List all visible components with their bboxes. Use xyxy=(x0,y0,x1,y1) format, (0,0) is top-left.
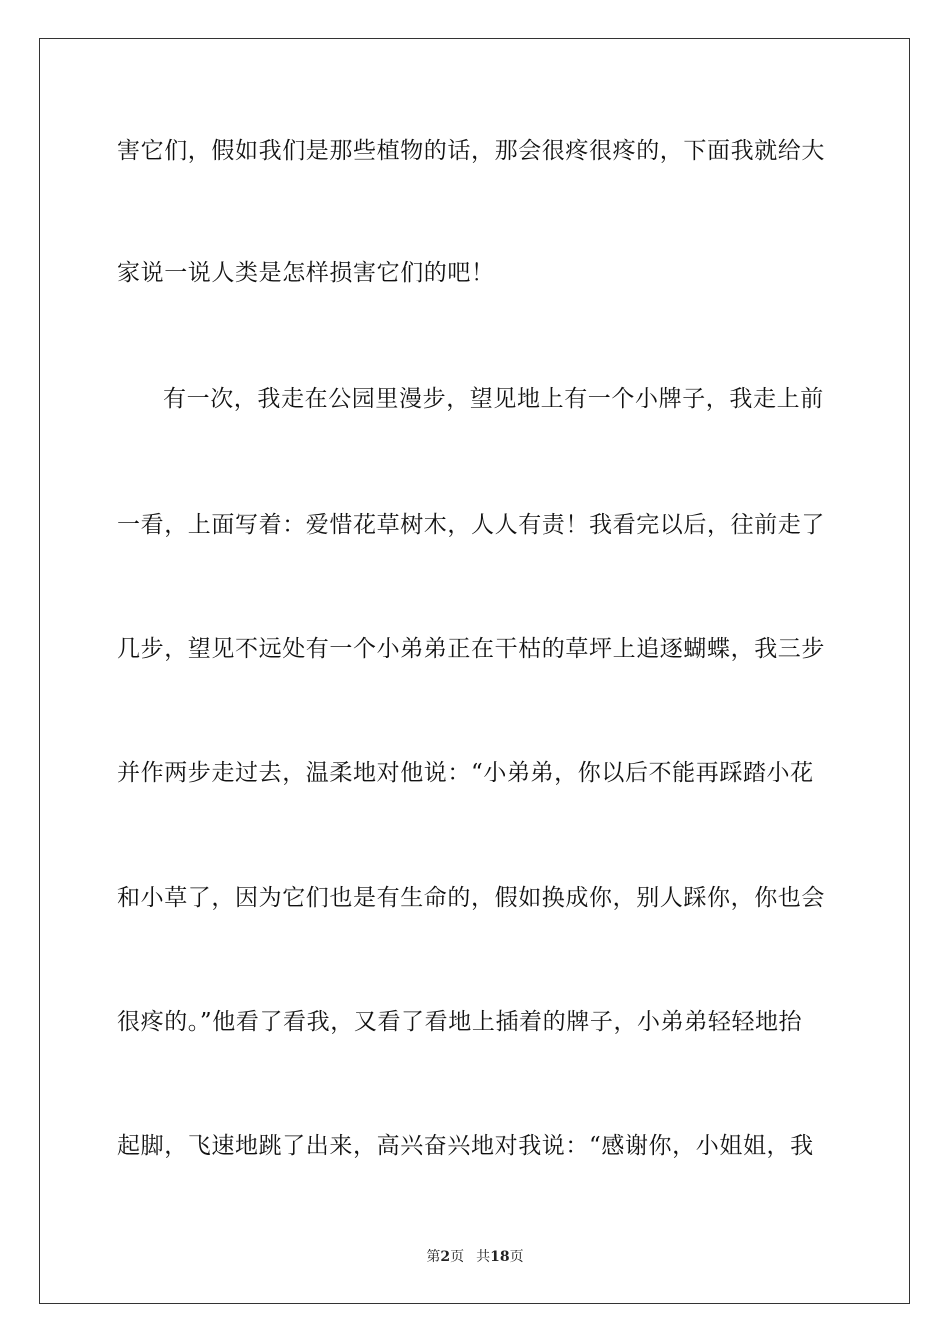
paragraph-start-line: 有一次，我走在公园里漫步，望见地上有一个小牌子，我走上前 xyxy=(163,386,824,412)
page-number-label: 第2页 xyxy=(426,1249,465,1265)
body-text-line: 一看，上面写着：爱惜花草树木，人人有责！我看完以后，往前走了 xyxy=(117,512,825,538)
body-text-line: 和小草了，因为它们也是有生命的，假如换成你，别人踩你，你也会 xyxy=(117,885,825,911)
body-text-line: 害它们，假如我们是那些植物的话，那会很疼很疼的，下面我就给大 xyxy=(117,138,825,164)
body-text-line: 几步，望见不远处有一个小弟弟正在干枯的草坪上追逐蝴蝶，我三步 xyxy=(117,636,825,662)
body-text-line: 起脚，飞速地跳了出来，高兴奋兴地对我说：“感谢你，小姐姐，我 xyxy=(117,1133,814,1159)
body-text-line: 家说一说人类是怎样损害它们的吧！ xyxy=(117,260,495,286)
total-pages-label: 共18页 xyxy=(476,1249,524,1265)
body-text-line: 很疼的。”他看了看我，又看了看地上插着的牌子，小弟弟轻轻地抬 xyxy=(117,1009,803,1035)
page-footer xyxy=(0,1248,950,1266)
body-text-line: 并作两步走过去，温柔地对他说：“小弟弟，你以后不能再踩踏小花 xyxy=(117,760,814,786)
page-border xyxy=(39,38,910,1304)
